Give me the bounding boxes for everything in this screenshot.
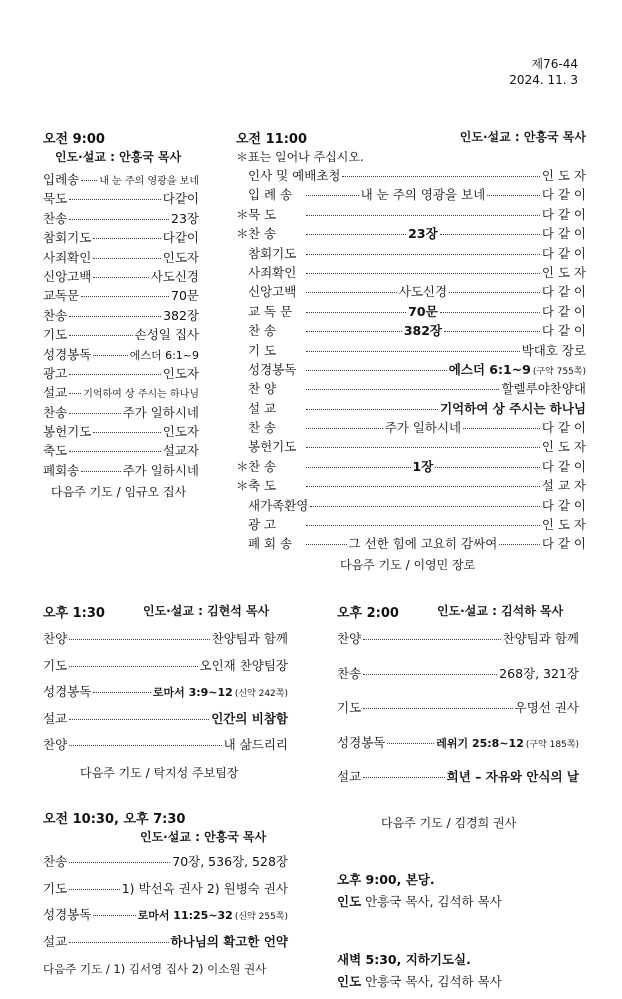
item-label: 찬 송 — [248, 323, 277, 339]
dot-leader — [449, 292, 540, 293]
service-time: 오후 1:30 — [43, 606, 105, 621]
order-item — [236, 224, 586, 243]
order-item — [43, 209, 199, 228]
item-value: 23장 — [171, 210, 199, 226]
dot-leader — [435, 467, 540, 468]
item-label: 신앙고백 — [43, 268, 92, 284]
item-label: 봉헌기도 — [248, 439, 297, 455]
dot-leader — [69, 219, 169, 220]
item-value: 기억하여 상 주시는 하나님 — [440, 400, 586, 416]
item-value: 인 도 자 — [541, 517, 586, 533]
order-item — [43, 629, 288, 656]
item-value: 로마서 3:9~12 — [152, 686, 233, 699]
order-item — [337, 767, 579, 802]
item-value: 인도자 — [162, 365, 199, 381]
order-item — [43, 879, 288, 906]
item-value: 인 도 자 — [541, 264, 586, 280]
dot-leader — [69, 316, 161, 317]
item-label: 폐회송 — [43, 462, 80, 478]
item-label: 기도 — [337, 700, 362, 715]
item-label: 인사 및 예배초청 — [248, 168, 341, 183]
item-value: 에스더 6:1~9 — [129, 348, 199, 362]
item-label: 축도 — [43, 443, 68, 459]
item-value: 70장, 536장, 528장 — [172, 854, 288, 869]
item-value: 할렐루야찬양대 — [501, 381, 586, 397]
dot-leader — [69, 745, 221, 746]
dot-leader — [69, 942, 168, 943]
dot-leader — [463, 428, 540, 429]
order-item — [236, 282, 586, 301]
item-label: 교 독 문 — [248, 303, 293, 319]
service-leader: 안흥국 목사, 김석하 목사 — [365, 974, 502, 989]
dot-leader — [306, 544, 347, 545]
item-label: 찬송 — [43, 307, 68, 323]
order-item — [43, 735, 288, 762]
item-value: 다 같 이 — [541, 497, 586, 513]
item-detail: 주가 일하시네 — [384, 420, 462, 436]
item-label: 새가족환영 — [248, 497, 309, 513]
standing-mark: ＊ — [236, 226, 249, 242]
service-leader: 안흥국 목사, 김석하 목사 — [365, 894, 502, 909]
dot-leader — [306, 428, 383, 429]
dot-leader — [306, 525, 540, 526]
dot-leader — [69, 862, 170, 863]
order-item — [236, 341, 586, 360]
dot-leader — [440, 234, 540, 235]
service-time: 오후 9:00, 본당. — [337, 872, 435, 887]
order-item — [236, 205, 586, 224]
order-item — [337, 629, 579, 664]
item-label: 봉헌기도 — [43, 424, 92, 440]
order-item — [236, 263, 586, 282]
dot-leader — [69, 335, 132, 336]
dot-leader — [387, 743, 434, 744]
order-list — [43, 170, 199, 480]
item-label: 기도 — [43, 657, 68, 673]
order-item — [43, 932, 288, 959]
dot-leader — [306, 273, 540, 274]
dot-leader — [93, 277, 148, 278]
order-item — [236, 399, 586, 418]
standing-mark: ＊ — [236, 458, 249, 474]
order-list — [337, 629, 579, 802]
order-item — [43, 441, 199, 460]
next-prayer: 다음주 기도 / 탁지성 주보팀장 — [80, 765, 239, 780]
order-item — [43, 267, 199, 286]
item-value: 인간의 비참함 — [211, 710, 288, 726]
service-time: 오전 11:00 — [236, 132, 308, 147]
page-reference: (신약 242쪽) — [234, 689, 288, 699]
order-item — [236, 244, 586, 263]
item-label: 기 도 — [248, 342, 277, 358]
page-reference: (신약 255쪽) — [234, 912, 288, 922]
item-value: 382장 — [163, 307, 199, 323]
item-label: 찬송 — [337, 665, 362, 681]
item-detail: 382장 — [403, 323, 442, 339]
item-label: 설교 — [43, 385, 68, 401]
dot-leader — [306, 331, 402, 332]
order-item — [43, 189, 199, 208]
service-wednesday — [43, 808, 288, 977]
dot-leader — [363, 708, 512, 709]
item-label: 참회기도 — [43, 230, 92, 246]
item-value: 우명선 권사 — [514, 700, 579, 715]
order-item — [236, 302, 586, 321]
bulletin-date: 2024. 11. 3 — [509, 73, 578, 87]
item-value: 인 도 자 — [541, 168, 586, 183]
service-time: 오전 10:30, 오후 7:30 — [43, 812, 186, 827]
order-item — [43, 383, 199, 402]
item-value: 하나님의 확고한 언약 — [170, 933, 288, 949]
order-item — [43, 422, 199, 441]
item-label: 찬양 — [43, 737, 68, 752]
order-item — [43, 656, 288, 683]
order-item — [43, 306, 199, 325]
item-value: 에스더 6:1~9 — [448, 361, 531, 377]
order-item — [236, 321, 586, 340]
item-value: 다 같 이 — [541, 187, 587, 203]
service-time: 새벽 5:30, 지하기도실. — [337, 952, 471, 967]
page-reference: (구약 755쪽) — [532, 366, 586, 377]
dot-leader — [69, 374, 161, 375]
item-detail: 23장 — [408, 226, 438, 242]
dot-leader — [69, 393, 81, 394]
item-label: 광고 — [43, 365, 68, 381]
service-130pm — [43, 602, 288, 781]
item-value: 다 같 이 — [541, 323, 587, 339]
order-item — [236, 360, 586, 379]
next-prayer: 다음주 기도 / 임규오 집사 — [51, 485, 187, 500]
dot-leader — [69, 719, 209, 720]
service-9pm — [337, 870, 587, 910]
item-label: 찬양 — [337, 631, 362, 646]
leader-label: 인도 — [337, 894, 362, 909]
item-label: 찬 송 — [248, 458, 277, 474]
item-value: 다 같 이 — [541, 536, 587, 552]
dot-leader — [487, 195, 540, 196]
item-value: 다 같 이 — [541, 284, 586, 300]
item-value: 찬양팀과 함께 — [502, 631, 579, 646]
order-item — [43, 248, 199, 267]
order-list — [43, 629, 288, 762]
service-9am — [43, 128, 199, 500]
service-dawn — [337, 950, 587, 990]
service-time: 오전 9:00 — [43, 132, 105, 147]
leader-label: 인도 — [337, 974, 362, 989]
service-leader: 인도·설교 : 안흥국 목사 — [459, 130, 586, 144]
dot-leader — [69, 413, 120, 414]
item-label: 광 고 — [248, 517, 277, 533]
dot-leader — [306, 292, 397, 293]
dot-leader — [342, 176, 539, 177]
item-label: 설 교 — [248, 400, 277, 416]
item-label: 교독문 — [43, 288, 80, 304]
item-label: 성경봉독 — [248, 361, 297, 377]
item-value: 다같이 — [162, 191, 199, 207]
dot-leader — [93, 355, 127, 356]
item-value: 다 같 이 — [541, 458, 586, 474]
next-prayer: 다음주 기도 / 이영민 장로 — [340, 557, 476, 572]
item-label: 사죄확인 — [248, 264, 297, 280]
order-item — [43, 228, 199, 247]
item-label: 찬 양 — [248, 381, 277, 397]
dot-leader — [93, 238, 160, 239]
dot-leader — [306, 234, 406, 235]
next-prayer: 다음주 기도 / 1) 김서영 집사 2) 이소원 권사 — [43, 962, 267, 976]
item-value: 다같이 — [162, 230, 199, 246]
item-detail: 1장 — [412, 458, 434, 474]
order-item — [43, 709, 288, 736]
service-leader: 인도·설교 : 안흥국 목사 — [140, 830, 267, 844]
order-item — [236, 496, 586, 515]
order-item — [43, 325, 199, 344]
order-item — [337, 698, 579, 733]
order-item — [236, 437, 586, 456]
order-item — [236, 166, 586, 185]
dot-leader — [93, 692, 151, 693]
dot-leader — [363, 777, 445, 778]
item-label: 설교 — [337, 769, 362, 784]
order-list — [43, 852, 288, 958]
item-label: 축 도 — [248, 478, 277, 494]
item-label: 성경봉독 — [43, 684, 92, 699]
dot-leader — [69, 451, 161, 452]
next-prayer: 다음주 기도 / 김경희 권사 — [381, 815, 517, 830]
service-time: 오후 2:00 — [337, 606, 399, 621]
item-label: 설교 — [43, 710, 68, 726]
order-item — [236, 476, 586, 495]
service-11am — [236, 128, 586, 573]
dot-leader — [69, 199, 161, 200]
item-label: 성경봉독 — [43, 346, 92, 362]
order-item — [43, 403, 199, 422]
item-value: 설교자 — [162, 443, 199, 459]
order-item — [43, 170, 199, 189]
item-value: 내 눈 주의 영광을 보네 — [99, 176, 199, 187]
dot-leader — [310, 506, 539, 507]
item-label: 찬 송 — [248, 226, 277, 242]
service-leader: 인도·설교 : 김석하 목사 — [437, 604, 564, 618]
order-item — [236, 418, 586, 437]
item-value: 손성일 집사 — [134, 327, 199, 343]
dot-leader — [306, 389, 499, 390]
dot-leader — [306, 195, 359, 196]
item-value: 다 같 이 — [541, 420, 586, 436]
order-item — [236, 515, 586, 534]
order-item — [337, 664, 579, 699]
dot-leader — [306, 467, 411, 468]
item-value: 인도자 — [162, 249, 199, 265]
item-label: 찬송 — [43, 404, 68, 420]
item-detail: 70문 — [408, 303, 438, 319]
dot-leader — [306, 312, 406, 313]
order-item — [43, 852, 288, 879]
standing-mark: ＊ — [236, 206, 249, 222]
standing-mark: ＊ — [236, 478, 249, 494]
dot-leader — [440, 312, 540, 313]
item-label: 찬 송 — [248, 420, 277, 436]
order-list — [236, 166, 586, 554]
order-item — [43, 364, 199, 383]
order-item — [236, 457, 586, 476]
dot-leader — [363, 674, 497, 675]
item-value: 레위기 25:8~12 — [436, 736, 524, 750]
item-label: 기도 — [43, 327, 68, 343]
item-label: 신앙고백 — [248, 284, 297, 300]
item-detail: 사도신경 — [398, 284, 448, 300]
item-value: 로마서 11:25~32 — [137, 909, 233, 922]
item-value: 다 같 이 — [541, 226, 587, 242]
item-label: 사죄확인 — [43, 249, 92, 265]
item-label: 기도 — [43, 880, 68, 896]
order-item — [43, 286, 199, 305]
item-value: 설 교 자 — [541, 478, 586, 494]
order-item — [43, 682, 288, 709]
item-label: 찬송 — [43, 210, 68, 226]
order-item — [337, 733, 579, 768]
item-label: 성경봉독 — [43, 907, 92, 922]
item-value: 오인재 찬양팀장 — [199, 657, 288, 673]
dot-leader — [69, 889, 120, 890]
item-value: 희년 – 자유와 안식의 날 — [446, 769, 579, 784]
standing-note: ＊표는 일어나 주십시오. — [236, 150, 364, 164]
dot-leader — [81, 471, 120, 472]
order-item — [43, 461, 199, 480]
item-label: 폐 회 송 — [248, 536, 293, 552]
item-value: 인도자 — [162, 424, 199, 440]
dot-leader — [306, 447, 540, 448]
item-detail: 내 눈 주의 영광을 보네 — [360, 187, 486, 203]
page-reference: (구약 185쪽) — [525, 739, 579, 750]
item-value: 내 삶드리리 — [223, 737, 288, 752]
dot-leader — [93, 432, 160, 433]
dot-leader — [306, 351, 520, 352]
dot-leader — [306, 370, 447, 371]
item-label: 찬양 — [43, 631, 68, 646]
dot-leader — [306, 254, 540, 255]
item-value: 주가 일하시네 — [122, 462, 199, 478]
item-value: 주가 일하시네 — [122, 404, 199, 420]
item-value: 기억하여 상 주시는 하나님 — [83, 389, 199, 401]
item-value: 찬양팀과 함께 — [211, 631, 288, 646]
item-label: 설교 — [43, 933, 68, 949]
item-value: 268장, 321장 — [499, 665, 579, 681]
item-label: 입 례 송 — [248, 187, 293, 203]
dot-leader — [69, 666, 197, 667]
bulletin-header — [509, 56, 578, 88]
dot-leader — [363, 639, 500, 640]
dot-leader — [69, 639, 209, 640]
item-label: 참회기도 — [248, 245, 297, 261]
service-leader: 인도·설교 : 김현석 목사 — [143, 604, 270, 618]
item-value: 다 같 이 — [541, 206, 586, 222]
dot-leader — [306, 486, 540, 487]
dot-leader — [93, 258, 160, 259]
item-value: 1) 박선옥 권사 2) 원병숙 권사 — [121, 880, 288, 896]
dot-leader — [499, 544, 540, 545]
order-item — [236, 379, 586, 398]
service-2pm — [337, 602, 579, 831]
order-item — [236, 534, 586, 553]
item-value: 사도신경 — [150, 268, 199, 284]
item-detail: 그 선한 힘에 고요히 감싸여 — [348, 536, 498, 552]
dot-leader — [93, 915, 135, 916]
item-label: 묵 도 — [248, 206, 277, 222]
issue-number: 제76-44 — [531, 57, 578, 71]
item-value: 70문 — [171, 288, 199, 304]
dot-leader — [81, 296, 169, 297]
dot-leader — [306, 409, 438, 410]
dot-leader — [444, 331, 540, 332]
item-label: 찬송 — [43, 854, 68, 869]
item-label: 입례송 — [43, 172, 80, 187]
item-value: 박대호 장로 — [521, 342, 586, 358]
item-label: 성경봉독 — [337, 734, 386, 750]
order-item — [236, 185, 586, 204]
order-item — [43, 345, 199, 364]
dot-leader — [81, 180, 97, 181]
item-label: 묵도 — [43, 191, 68, 207]
order-item — [43, 905, 288, 932]
item-value: 다 같 이 — [541, 245, 586, 261]
service-leader: 인도·설교 : 안흥국 목사 — [55, 150, 182, 164]
item-value: 다 같 이 — [541, 303, 587, 319]
item-value: 인 도 자 — [541, 439, 586, 455]
dot-leader — [306, 215, 540, 216]
